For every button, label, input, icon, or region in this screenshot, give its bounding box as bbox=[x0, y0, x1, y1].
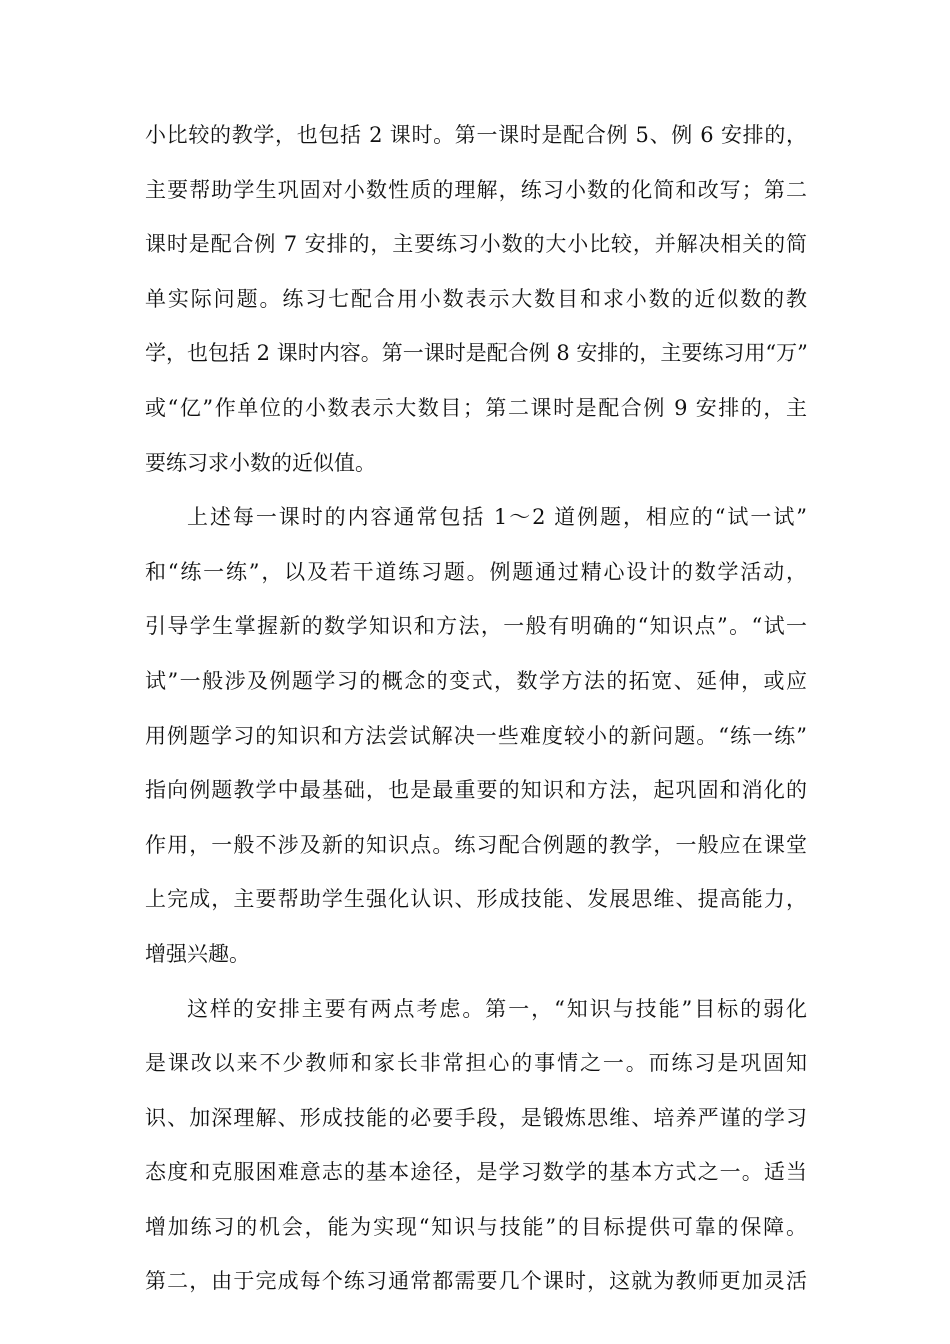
text-line: 学，也包括 2 课时内容。第一课时是配合例 8 安排的，主要练习用“万” bbox=[145, 341, 808, 366]
text-line: 课时是配合例 7 安排的，主要练习小数的大小比较，并解决相关的简 bbox=[145, 232, 807, 257]
text-line: 识、加深理解、形成技能的必要手段，是锻炼思维、培养严谨的学习 bbox=[145, 1105, 807, 1130]
text-line: 主要帮助学生巩固对小数性质的理解，练习小数的化简和改写；第二 bbox=[145, 177, 807, 202]
text-line: 引导学生掌握新的数学知识和方法，一般有明确的“知识点”。“试一 bbox=[145, 614, 807, 639]
text-line: 态度和克服困难意志的基本途径，是学习数学的基本方式之一。适当 bbox=[145, 1160, 807, 1185]
paragraph-2 bbox=[145, 490, 807, 981]
paragraph-1 bbox=[145, 108, 807, 490]
text-line: 增加练习的机会，能为实现“知识与技能”的目标提供可靠的保障。 bbox=[145, 1214, 807, 1239]
text-line: 是课改以来不少教师和家长非常担心的事情之一。而练习是巩固知 bbox=[145, 1051, 807, 1076]
text-line: 或“亿”作单位的小数表示大数目；第二课时是配合例 9 安排的，主 bbox=[145, 395, 807, 420]
text-line: 这样的安排主要有两点考虑。第一，“知识与技能”目标的弱化 bbox=[187, 996, 807, 1021]
text-line: 和“练一练”，以及若干道练习题。例题通过精心设计的数学活动， bbox=[145, 559, 807, 584]
text-line: 单实际问题。练习七配合用小数表示大数目和求小数的近似数的教 bbox=[145, 286, 807, 311]
text-line: 小比较的教学，也包括 2 课时。第一课时是配合例 5、例 6 安排的， bbox=[145, 123, 807, 147]
text-line: 上完成，主要帮助学生强化认识、形成技能、发展思维、提高能力， bbox=[145, 887, 807, 912]
text-line: 用例题学习的知识和方法尝试解决一些难度较小的新问题。“练一练” bbox=[145, 723, 807, 748]
body-text bbox=[145, 108, 807, 1309]
paragraph-3 bbox=[145, 982, 807, 1310]
text-line: 要练习求小数的近似值。 bbox=[145, 450, 376, 475]
text-line: 增强兴趣。 bbox=[145, 941, 250, 966]
text-line: 上述每一课时的内容通常包括 1～2 道例题，相应的“试一试” bbox=[187, 505, 807, 530]
text-line: 第二，由于完成每个练习通常都需要几个课时，这就为教师更加灵活 bbox=[145, 1269, 807, 1294]
text-line: 试”一般涉及例题学习的概念的变式，数学方法的拓宽、延伸，或应 bbox=[145, 668, 807, 693]
text-line: 指向例题教学中最基础，也是最重要的知识和方法，起巩固和消化的 bbox=[145, 778, 807, 803]
text-line: 作用，一般不涉及新的知识点。练习配合例题的教学，一般应在课堂 bbox=[145, 832, 807, 857]
